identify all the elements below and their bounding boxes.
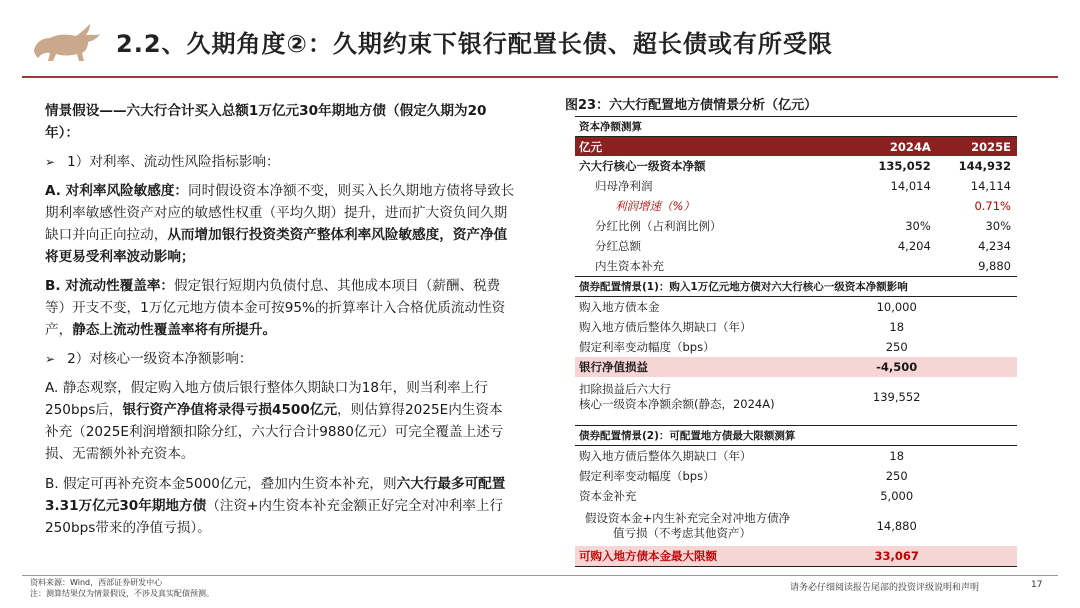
- cell-2024a: 14,014: [890, 179, 931, 193]
- disclaimer: 请务必仔细阅读报告尾部的投资评级说明和声明: [790, 583, 980, 593]
- cell-2024a: 4,204: [897, 239, 931, 253]
- table-row: [575, 297, 1017, 318]
- cell-2025e: 144,932: [958, 159, 1011, 173]
- source-note: [30, 577, 214, 599]
- cell-2025e: 14,114: [970, 179, 1011, 193]
- bullet-label: 1）对利率、流动性风险指标影响：: [67, 154, 280, 170]
- para-body: ，则估算得2025E内生资本补充（2025E利润增额扣除分红，六大行合计9880亿元）可完全覆盖上述亏损、无需额外补充资本。: [45, 402, 504, 462]
- para-max-allocation: [45, 473, 515, 539]
- row-label: [575, 506, 857, 546]
- row-label: 购入地方债后整体久期缺口（年）: [579, 449, 752, 463]
- cell-2025e: 9,880: [978, 259, 1011, 273]
- scenario-heading: 情景假设——六大行合计买入总额1万亿元30年期地方债（假定久期为20年）：: [45, 103, 487, 141]
- para-liquidity: [45, 275, 515, 341]
- row-value: 139,552: [872, 390, 921, 404]
- row-label: 银行净值损益: [575, 357, 857, 377]
- table-row: [575, 176, 1017, 196]
- row-label-line: 值亏损（不考虑其他资产）: [613, 526, 751, 540]
- section-header: 资本净额测算: [575, 117, 1017, 137]
- row-value: 18: [889, 449, 905, 463]
- table-row: [575, 377, 1017, 417]
- arrow-bullet-icon: ➢: [45, 352, 56, 366]
- para-body: （注资+内生资本补充金额正好完全对冲利率上行250bps带来的净值亏损）。: [45, 498, 504, 536]
- para-body: A. 静态观察，假定购入地方债后银行整体久期缺口为18年，则当利率上行250bps后，: [45, 380, 488, 418]
- page-title: 2.2、久期角度②：久期约束下银行配置长债、超长债或有所受限: [116, 30, 833, 58]
- table-row: [575, 196, 1017, 216]
- table-row-highlight: [575, 546, 1017, 567]
- header-2025e: 2025E: [937, 137, 1017, 157]
- row-label: 假定利率变动幅度（bps）: [579, 469, 715, 483]
- title-divider: [22, 76, 1058, 78]
- para-emphasis: 从而增加银行投资类资产整体利率风险敏感度，资产净值将更易受利率波动影响；: [45, 227, 508, 265]
- table-row: [575, 216, 1017, 236]
- table-header-row: [575, 137, 1017, 157]
- scenario-table: [575, 116, 1017, 567]
- table-row: [575, 466, 1017, 486]
- row-label: 可购入地方债本金最大限额: [575, 546, 857, 567]
- figure-title: 图23：六大行配置地方债情景分析（亿元）: [565, 98, 818, 113]
- row-value: 33,067: [857, 546, 937, 567]
- header-2024a: 2024A: [857, 137, 937, 157]
- para-lead: B. 对流动性覆盖率：: [45, 278, 175, 294]
- table-row: [575, 256, 1017, 277]
- para-emphasis: 六大行最多可配置3.31万亿元30年期地方债: [45, 476, 506, 514]
- row-value: 250: [885, 340, 908, 354]
- arrow-bullet-icon: ➢: [45, 155, 56, 169]
- cell-2025e: 30%: [985, 219, 1011, 233]
- row-label: 资本金补充: [579, 489, 637, 503]
- scenario-text-column: [45, 100, 515, 546]
- source-line: 资料来源：Wind，西部证券研发中心: [30, 578, 163, 587]
- cell-2025e: 4,234: [978, 239, 1011, 253]
- para-lead: A. 对利率风险敏感度：: [45, 183, 189, 199]
- bullet-label: 2）对核心一级资本净额影响：: [67, 351, 253, 367]
- cell-2024a: [857, 256, 937, 277]
- footer-divider: [22, 575, 1058, 576]
- row-value: 5,000: [880, 489, 914, 503]
- row-label: 六大行核心一级资本净额: [579, 159, 706, 173]
- row-label: 分红总额: [595, 239, 641, 253]
- row-value: 18: [889, 320, 905, 334]
- bullet-core-capital: [45, 348, 515, 370]
- row-value: 10,000: [876, 300, 917, 314]
- row-label-line: 扣除损益后六大行: [579, 382, 671, 396]
- table-row: [575, 317, 1017, 337]
- para-rate-risk: [45, 180, 515, 268]
- row-label: 购入地方债后整体久期缺口（年）: [579, 320, 752, 334]
- row-label-line: 假设资本金+内生补充完全对冲地方债净: [585, 511, 791, 525]
- page-number: 17: [1031, 580, 1043, 590]
- row-label: 内生资本补充: [595, 259, 664, 273]
- para-body: 同时假设资本净额不变，则买入长久期地方债将导致长期利率敏感性资产对应的敏感性权重（平均久期）提升，进而扩大资负间久期缺口并向正向拉动，: [45, 183, 515, 243]
- cell-2024a: [857, 196, 937, 216]
- section-header: 债券配置情景(1)：购入1万亿元地方债对六大行核心一级资本净额影响: [575, 277, 1017, 297]
- para-emphasis: 静态上流动性覆盖率将有所提升。: [72, 322, 277, 338]
- row-value: 14,880: [876, 519, 917, 533]
- header-unit: 亿元: [575, 137, 857, 157]
- para-static-observation: [45, 377, 515, 465]
- row-label: 归母净利润: [595, 179, 653, 193]
- bullet-rate-liquidity: [45, 151, 515, 173]
- para-body: B. 假定可再补充资本金5000亿元，叠加内生资本补充，则: [45, 476, 397, 492]
- note-line: 注：测算结果仅为情景假设，不涉及真实配债预测。: [30, 589, 214, 598]
- cell-2025e: 0.71%: [974, 199, 1011, 213]
- table-row-highlight: [575, 357, 1017, 377]
- cell-2024a: 135,052: [878, 159, 931, 173]
- cell-2024a: 30%: [905, 219, 931, 233]
- table-row: [575, 337, 1017, 357]
- section-header: 债券配置情景(2)：可配置地方债最大限额测算: [575, 426, 1017, 446]
- table-row: [575, 236, 1017, 256]
- bull-logo-icon: [30, 20, 102, 64]
- row-label: [575, 377, 857, 417]
- row-label-line: 核心一级资本净额余额(静态，2024A): [579, 397, 775, 411]
- row-label: 假定利率变动幅度（bps）: [579, 340, 715, 354]
- row-value: 250: [885, 469, 908, 483]
- table-row: [575, 486, 1017, 506]
- row-label: 购入地方债本金: [579, 300, 660, 314]
- row-label: 分红比例（占利润比例）: [595, 219, 722, 233]
- para-emphasis: 银行资产净值将录得亏损4500亿元: [122, 402, 338, 418]
- table-row: [575, 506, 1017, 546]
- para-body: 假定银行短期内负债付息、其他成本项目（薪酬、税费等）开支不变，1万亿元地方债本金可按95%的折算率计入合格优质流动性资产，: [45, 278, 506, 338]
- row-value: -4,500: [857, 357, 937, 377]
- table-row: [575, 446, 1017, 467]
- table-row: [575, 156, 1017, 176]
- row-label: 利润增速（%）: [615, 199, 695, 213]
